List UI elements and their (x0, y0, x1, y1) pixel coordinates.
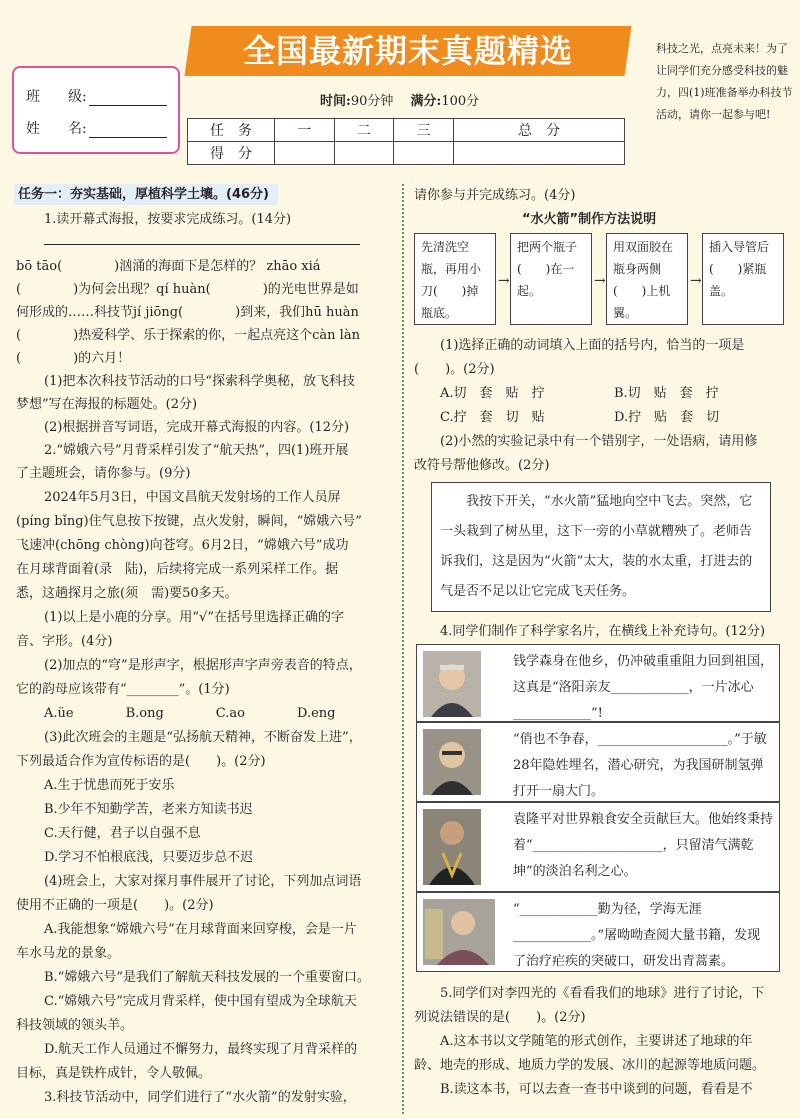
scientist-card (416, 644, 780, 722)
option-line: C.天行健，君子以自强不息 (44, 826, 201, 841)
question-line: (2)小然的实验记录中有一个错别字，一处语病，请用修 (440, 434, 758, 449)
option-line: D.学习不怕根底浅，只要迈步总不迟 (44, 850, 254, 865)
score-label: 满分: (410, 94, 442, 109)
option-line: B.“嫦娥六号”是我们了解航天科技发展的一个重要窗口。 (44, 970, 370, 985)
option-line: 龄、地壳的形成、地质力学的发展、冰川的起源等地质问题。 (414, 1058, 766, 1073)
portrait-image (423, 729, 481, 795)
option-line: A.我能想象“嫦娥六号”在月球背面来回穿梭，会是一片 (44, 922, 357, 937)
experiment-record: 我按下开关，“水火箭”猛地向空中飞去。突然，它一头栽到了树丛里，这下一旁的小草就糟殃了。老师告诉我们，这是因为“火箭”太大，装的水太重，打进去的气是否不足以让它完成飞天任务。 (431, 482, 771, 612)
score-cell: 总 分 (453, 119, 624, 142)
option-line: 科技领域的领头羊。 (16, 1018, 134, 1033)
scientist-card (416, 722, 780, 802)
option-line: A.这本书以文学随笔的形式创作，主要讲述了地球的年 (440, 1034, 753, 1049)
score-cell: 三 (394, 119, 454, 142)
step-box-1: 先清洗空瓶，再用小刀( )掉瓶底。 (414, 233, 496, 325)
question-line: 何形成的……科技节jí jiōng( )到来，我们hū huàn (16, 305, 359, 320)
question-line: 了主题班会，请你参与。(9分) (16, 466, 191, 481)
task-one-heading: 任务一：夯实基础，厚植科学土壤。(46分) (14, 184, 278, 205)
question-line: (3)此次班会的主题是“弘扬航天精神，不断奋发上进”， (44, 730, 362, 745)
option-line: B.少年不知勤学苦，老来方知读书迟 (44, 802, 253, 817)
question-line: (1)以上是小鹿的分享。用“√”在括号里选择正确的字 (44, 610, 344, 625)
score-input-cell[interactable] (394, 142, 454, 165)
scientist-portrait (423, 651, 481, 717)
portrait-image (423, 809, 481, 885)
scientist-card (416, 892, 780, 972)
question-line: 使用不正确的一项是( )。(2分) (16, 898, 214, 913)
exam-time-score (320, 90, 479, 109)
option-line: D.航天工作人员通过不懈努力，最终实现了月背采样的 (44, 1042, 358, 1057)
question-line: 在月球背面着(录 陆)，后续将完成一系列采样工作。据 (16, 562, 339, 577)
question-line: 请你参与并完成练习。(4分) (414, 188, 576, 203)
column-divider (402, 184, 404, 1114)
question-line: 改符号帮他修改。(2分) (414, 458, 550, 473)
question-line: (4)班会上，大家对探月事件展开了讨论，下列加点词语 (44, 874, 362, 889)
slogan-answer-line[interactable] (44, 236, 360, 245)
option-line: A.üe B.ong C.ao D.eng (44, 706, 336, 721)
option-line: C.拧 套 切 贴 (440, 410, 545, 425)
scientist-text: “____________勤为径，学海无涯____________。”屠呦呦查阅大量书籍，发现了治疗疟疾的突破口，研发出青蒿素。 (513, 902, 761, 969)
score-input-cell[interactable] (334, 142, 394, 165)
method-title: “水火箭”制作方法说明 (522, 212, 657, 227)
option-line: C.“嫦娥六号”完成月背采样，使中国有望成为全球航天 (44, 994, 357, 1009)
class-row (26, 86, 167, 106)
step-box-2: 把两个瓶子( )在一起。 (510, 233, 592, 325)
question-line: 5.同学们对李四光的《看看我们的地球》进行了讨论，下 (440, 986, 765, 1001)
score-table-header-row (188, 119, 625, 142)
question-line: 它的韵母应该带有“________”。(1分) (16, 682, 230, 697)
question-line: 4.同学们制作了科学家名片，在横线上补充诗句。(12分) (440, 624, 766, 639)
student-info-box (12, 66, 180, 154)
portrait-image (423, 899, 495, 965)
question-line: 飞速冲(chōng chòng)向苍穹。6月2日，“嫦娥六号”成功 (16, 538, 349, 553)
option-line: B.读这本书，可以去查一查书中谈到的问题，看看是不 (440, 1082, 753, 1097)
score-cell: 二 (334, 119, 394, 142)
scientist-text: 钱学森身在他乡，仍冲破重重阻力回到祖国，这真是“洛阳亲友____________，一片冰心____________”! (513, 654, 774, 721)
score-table-score-row (188, 142, 625, 165)
arrow-right-icon: → (594, 273, 606, 289)
option-line: B.切 贴 套 拧 (614, 386, 719, 401)
name-row (26, 118, 167, 138)
score-table (187, 118, 625, 165)
question-line: (2)加点的“穹”是形声字，根据形声字声旁表音的特点， (44, 658, 362, 673)
question-line: 3.科技节活动中，同学们进行了“水火箭”的发射实验， (44, 1090, 356, 1105)
question-line: ( )。(2分) (414, 362, 495, 377)
option-line: D.拧 贴 套 切 (614, 410, 720, 425)
name-input-line[interactable] (89, 123, 167, 138)
option-line: A.生于忧患而死于安乐 (44, 778, 175, 793)
scientist-card (416, 802, 780, 892)
score-input-cell[interactable] (275, 142, 335, 165)
time-value: 90分钟 (350, 94, 394, 109)
question-line: (píng bǐng)住气息按下按键，点火发射，瞬间，“嫦娥六号” (16, 514, 362, 529)
question-line: (1)把本次科技节活动的口号“探索科学奥秘，放飞科技 (44, 374, 356, 389)
class-input-line[interactable] (89, 91, 167, 106)
question-line: ( )为何会出现？qí huàn( )的光电世界是如 (16, 282, 359, 297)
score-cell: 一 (275, 119, 335, 142)
question-line: 2024年5月3日，中国文昌航天发射场的工作人员屏 (44, 490, 341, 505)
score-cell: 任 务 (188, 119, 275, 142)
question-line: 1.读开幕式海报，按要求完成练习。(14分) (44, 212, 292, 227)
question-line: 音、字形。(4分) (16, 634, 113, 649)
banner-title: 全国最新期末真题精选 (242, 32, 573, 70)
question-line: bō tāo( )汹涌的海面下是怎样的？ zhāo xiá (16, 259, 321, 274)
question-line: (2)根据拼音写词语，完成开幕式海报的内容。(12分) (44, 420, 350, 435)
question-line: 下列最适合作为宣传标语的是( )。(2分) (16, 754, 266, 769)
score-value: 100分 (441, 94, 480, 109)
scientist-text: 袁隆平对世界粮食安全贡献巨大。他始终秉持着“____________________，只留清气满乾坤”的淡泊名利之心。 (513, 812, 774, 879)
option-line: 目标，真是铁杵成针，令人敬佩。 (16, 1066, 212, 1081)
score-cell: 得 分 (188, 142, 275, 165)
question-line: (1)选择正确的动词填入上面的括号内，恰当的一项是 (440, 338, 745, 353)
question-line: 悉，这趟探月之旅(须 需)要50多天。 (16, 586, 238, 601)
option-line: 车水马龙的景象。 (16, 946, 121, 961)
question-line: ( )热爱科学、乐于探索的你，一起点亮这个càn làn (16, 328, 360, 343)
arrow-right-icon: → (498, 273, 510, 289)
portrait-image (423, 651, 481, 717)
scientist-portrait (423, 809, 481, 885)
scientist-text: “俏也不争春，____________________。”于敏28年隐姓埋名，潜心研究，为我国研制氢弹打开一扇大门。 (513, 732, 767, 799)
arrow-right-icon: → (690, 273, 702, 289)
step-box-3: 用双面胶在瓶身两侧( )上机翼。 (606, 233, 688, 325)
name-label: 姓 名: (26, 121, 87, 137)
question-line: 列说法错误的是( )。(2分) (414, 1010, 586, 1025)
option-line: A.切 套 贴 拧 (440, 386, 545, 401)
score-input-cell[interactable] (453, 142, 624, 165)
question-line: ( )的六月！ (16, 351, 131, 366)
question-line: 2.“嫦娥六号”月背采样引发了“航天热”，四(1)班开展 (44, 443, 349, 458)
question-line: 梦想”写在海报的标题处。(2分) (16, 397, 198, 412)
side-note: 科技之光，点亮未来！为了让同学们充分感受科技的魅力，四(1)班准备举办科技节活动，请你一起参与吧! (656, 42, 793, 121)
scientist-portrait (423, 899, 495, 965)
step-box-4: 插入导管后( )紧瓶盖。 (702, 233, 784, 325)
class-label: 班 级: (26, 89, 87, 105)
time-label: 时间: (320, 94, 351, 109)
scientist-portrait (423, 729, 481, 795)
